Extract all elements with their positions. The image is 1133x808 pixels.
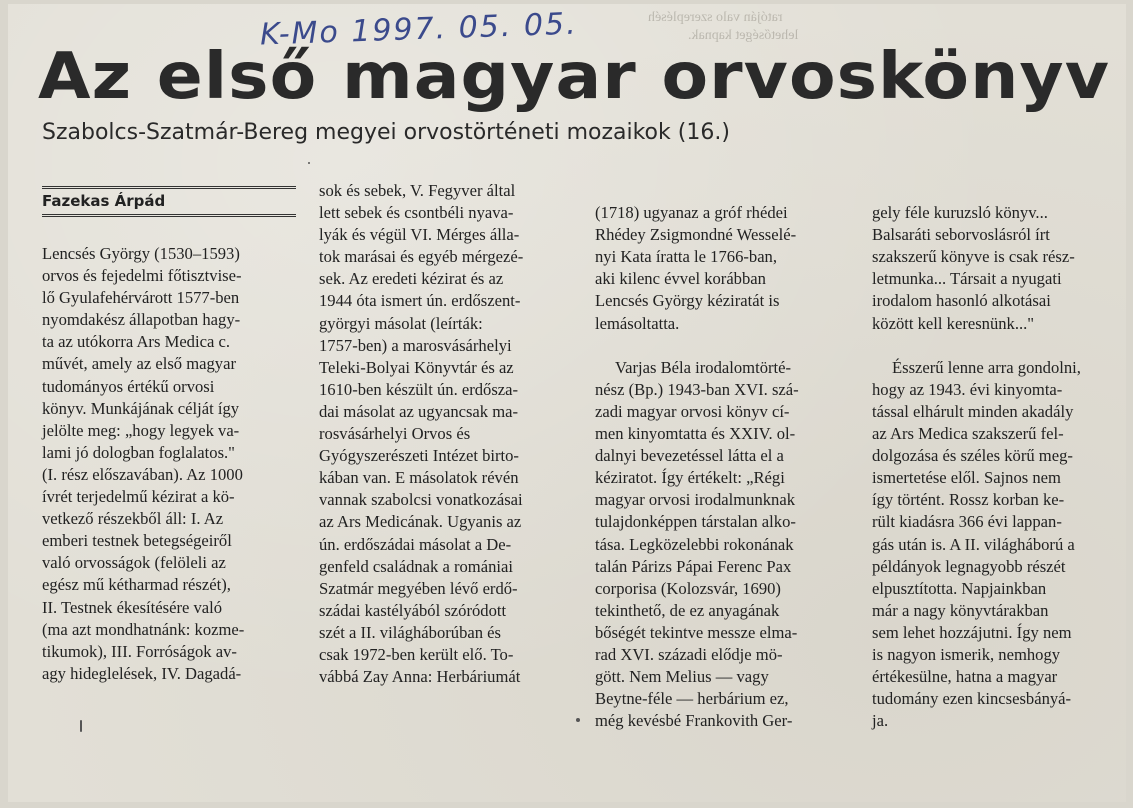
column-3-paragraph-2: Varjas Béla irodalomtörté- nész (Bp.) 1943-ban XVI. szá- zadi magyar orvosi könyv cí- men kinyomtatta és XXIV. ol- dalnyi bevezetéssel látta el a kéziratot. Így értékelt: „Régi magyar orvosi irodalmunknak tulajdonképpen társtalan alko- tása. Legközelebbi rokonának talán Párizs Pápai Ferenc Pax corporisa (Kolozsvár, 1690) tekinthető, de ez anyagának bőségét tekintve messze elma- rad XVI. századi elődje mö- gött. Nem Melius — vagy Beytne-féle — herbárium ez, még kevésbé Frankovith Ger-: [595, 357, 799, 731]
bleed-through-text: lehetőséget kapnak.: [688, 28, 799, 43]
article-column-3: [595, 180, 851, 754]
speck: [80, 720, 82, 732]
headline: Az első magyar orvoskönyv: [38, 40, 1110, 114]
speck: [576, 718, 580, 722]
author-byline: Fazekas Árpád: [42, 192, 166, 210]
speck: [308, 162, 310, 164]
column-3-paragraph-1: (1718) ugyanaz a gróf rhédei Rhédey Zsigmondné Wesselé- nyi Kata íratta le 1766-ban, aki kilenc évvel korábban Lencsés György kéziratát is lemásoltatta.: [595, 203, 797, 333]
bleed-through-text: ratóján valo szerepléséh: [648, 10, 783, 25]
column-4-paragraph-2: Ésszerű lenne arra gondolni, hogy az 1943. évi kinyomta- tással elhárult minden akadály az Ars Medica szakszerű fel- dolgozása és széles körű meg- ismertetése elől. Sajnos nem így történt. Rossz korban ke- rült kiadásra 366 évi lappan- gás után is. A II. világháború a példányok legnagyobb részét elpusztította. Napjainkban már a nagy könyvtárakban sem lehet hozzájutni. Így nem is nagyon ismerik, nemhogy értékesülne, hatna a magyar tudomány ezen kincsesbányá- ja.: [872, 357, 1081, 731]
byline-box: [42, 186, 296, 217]
subtitle: Szabolcs-Szatmár-Bereg megyei orvostörténeti mozaikok (16.): [42, 120, 730, 145]
article-column-2: sok és sebek, V. Fegyver által lett sebek és csontbéli nyava- lyák és végül VI. Mérges álla- tok marásai és egyéb mérgezé- sek. Az eredeti kézirat és az 1944 óta ismert ún. erdőszent- györgyi másolat (leírták: 1757-ben) a marosvásárhelyi Teleki-Bolyai Könyvtár és az 1610-ben készült ún. erdősza- dai másolat az ugyancsak ma- rosvásárhelyi Orvos és Gyógyszerészeti Intézet birto- kában van. E másolatok révén vannak szabolcsi vonatkozásai az Ars Medicának. Ugyanis az ún. erdőszádai másolat a De- genfeld családnak a romániai Szatmár megyében lévő erdő- szádai kastélyából szóródott szét a II. világháborúban és csak 1972-ben került elő. To- vábbá Zay Anna: Herbáriumát: [319, 181, 524, 687]
article-column-1: Lencsés György (1530–1593) orvos és fejedelmi főtisztvise- lő Gyulafehérvárott 1577-ben nyomdakész állapotban hagy- ta az utókorra Ars Medica c. művét, amely az első magyar tudományos értékű orvosi könyv. Munkájának célját így jelölte meg: „hogy legyek va- lami jó dologban foglalatos." (I. rész előszavában). Az 1000 ívrét terjedelmű kézirat a kö- vetkező részekből áll: I. Az emberi testnek betegségeiről való orvosságok (felöleli az egész mű kétharmad részét), II. Testnek ékesítésére való (ma azt mondhatnánk: kozme- tikumok), III. Forróságok av- agy hideglelések, IV. Dagadá-: [42, 244, 245, 683]
newspaper-clipping: [8, 4, 1126, 802]
handwritten-date-note: K-Mo 1997. 05. 05.: [259, 6, 579, 53]
article-column-4: [872, 180, 1124, 754]
column-4-paragraph-1: gely féle kuruzsló könyv... Balsaráti seborvoslásról írt szakszerű könyve is csak rész- letmunka... Társait a nyugati irodalom hasonló alkotásai között kell keresnünk...": [872, 203, 1075, 333]
